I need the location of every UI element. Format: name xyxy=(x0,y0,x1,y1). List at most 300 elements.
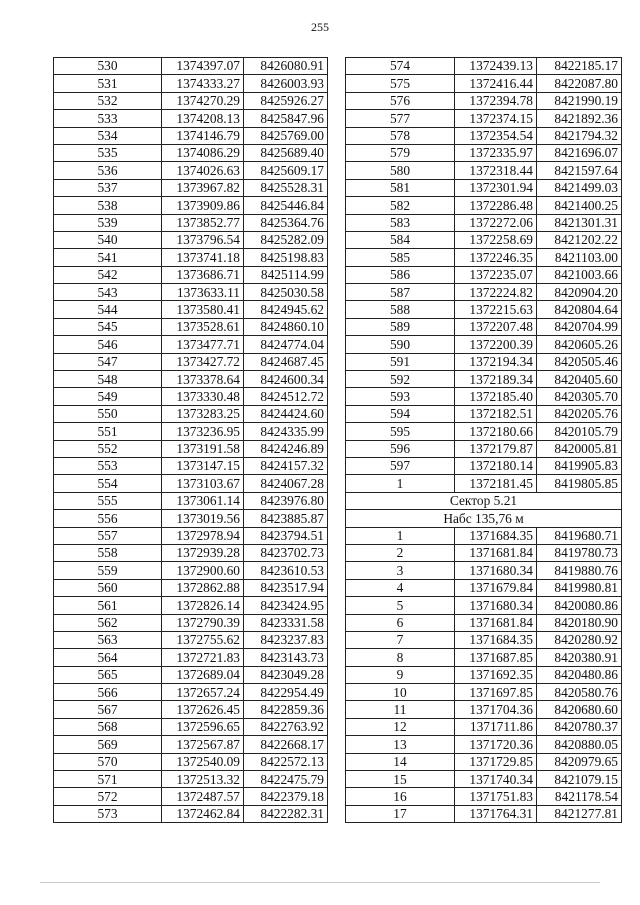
coordinate-y: 8420505.46 xyxy=(537,353,622,370)
coordinate-y: 8421400.25 xyxy=(537,197,622,214)
point-number: 530 xyxy=(54,58,162,75)
point-number: 542 xyxy=(54,266,162,283)
coordinate-x: 1373103.67 xyxy=(162,475,244,492)
coordinate-y: 8425282.09 xyxy=(244,231,328,248)
coordinate-y: 8422572.13 xyxy=(244,753,328,770)
table-row xyxy=(346,544,622,561)
point-number: 10 xyxy=(346,684,455,701)
coordinate-x: 1371711.86 xyxy=(455,718,537,735)
coordinate-x: 1373330.48 xyxy=(162,388,244,405)
point-number: 590 xyxy=(346,336,455,353)
coordinate-x: 1372374.15 xyxy=(455,110,537,127)
point-number: 583 xyxy=(346,214,455,231)
coordinate-x: 1372179.87 xyxy=(455,440,537,457)
point-number: 553 xyxy=(54,457,162,474)
coordinate-x: 1372487.57 xyxy=(162,788,244,805)
point-number: 17 xyxy=(346,805,455,822)
coordinate-x: 1372755.62 xyxy=(162,631,244,648)
table-row xyxy=(346,701,622,718)
coordinate-y: 8423976.80 xyxy=(244,492,328,509)
point-number: 557 xyxy=(54,527,162,544)
coordinate-x: 1372301.94 xyxy=(455,179,537,196)
table-row xyxy=(54,249,328,266)
coordinate-x: 1373427.72 xyxy=(162,353,244,370)
coordinate-x: 1372272.06 xyxy=(455,214,537,231)
point-number: 2 xyxy=(346,544,455,561)
coordinate-y: 8423885.87 xyxy=(244,510,328,527)
table-row xyxy=(54,701,328,718)
coordinate-y: 8420680.60 xyxy=(537,701,622,718)
point-number: 4 xyxy=(346,579,455,596)
table-row xyxy=(54,614,328,631)
point-number: 551 xyxy=(54,423,162,440)
point-number: 1 xyxy=(346,527,455,544)
coordinate-x: 1372394.78 xyxy=(455,92,537,109)
point-number: 9 xyxy=(346,666,455,683)
coordinate-x: 1372194.34 xyxy=(455,353,537,370)
table-row xyxy=(54,371,328,388)
table-row xyxy=(346,127,622,144)
point-number: 562 xyxy=(54,614,162,631)
table-row xyxy=(54,753,328,770)
table-row xyxy=(346,597,622,614)
coordinate-y: 8420880.05 xyxy=(537,736,622,753)
coordinate-x: 1372826.14 xyxy=(162,597,244,614)
table-row xyxy=(346,58,622,75)
coordinate-y: 8420005.81 xyxy=(537,440,622,457)
coordinate-x: 1372180.14 xyxy=(455,457,537,474)
coordinate-x: 1372189.34 xyxy=(455,371,537,388)
coordinate-x: 1374208.13 xyxy=(162,110,244,127)
point-number: 534 xyxy=(54,127,162,144)
table-row xyxy=(54,788,328,805)
point-number: 586 xyxy=(346,266,455,283)
point-number: 537 xyxy=(54,179,162,196)
point-number: 14 xyxy=(346,753,455,770)
coordinate-x: 1373967.82 xyxy=(162,179,244,196)
coordinate-x: 1372978.94 xyxy=(162,527,244,544)
coordinate-x: 1372235.07 xyxy=(455,266,537,283)
table-row xyxy=(54,562,328,579)
coordinate-y: 8422668.17 xyxy=(244,736,328,753)
table-row xyxy=(54,58,328,75)
point-number: 545 xyxy=(54,318,162,335)
coordinate-x: 1371704.36 xyxy=(455,701,537,718)
coordinate-x: 1373909.86 xyxy=(162,197,244,214)
table-row xyxy=(54,162,328,179)
point-number: 556 xyxy=(54,510,162,527)
coordinate-y: 8420780.37 xyxy=(537,718,622,735)
point-number: 577 xyxy=(346,110,455,127)
coordinate-y: 8421892.36 xyxy=(537,110,622,127)
coordinate-x: 1373283.25 xyxy=(162,405,244,422)
coordinate-y: 8424246.89 xyxy=(244,440,328,457)
point-number: 576 xyxy=(346,92,455,109)
point-number: 549 xyxy=(54,388,162,405)
coordinate-x: 1374086.29 xyxy=(162,144,244,161)
coordinates-table-right xyxy=(345,57,622,823)
coordinate-y: 8423237.83 xyxy=(244,631,328,648)
point-number: 550 xyxy=(54,405,162,422)
table-row xyxy=(54,736,328,753)
point-number: 571 xyxy=(54,771,162,788)
point-number: 564 xyxy=(54,649,162,666)
coordinate-y: 8420979.65 xyxy=(537,753,622,770)
coordinate-y: 8424424.60 xyxy=(244,405,328,422)
coordinate-y: 8421301.31 xyxy=(537,214,622,231)
coordinate-y: 8420205.76 xyxy=(537,405,622,422)
point-number: 582 xyxy=(346,197,455,214)
point-number: 575 xyxy=(346,75,455,92)
coordinate-y: 8421499.03 xyxy=(537,179,622,196)
point-number: 539 xyxy=(54,214,162,231)
coordinate-y: 8425364.76 xyxy=(244,214,328,231)
table-row xyxy=(346,388,622,405)
table-row xyxy=(346,92,622,109)
coordinate-y: 8421202.22 xyxy=(537,231,622,248)
coordinate-y: 8421696.07 xyxy=(537,144,622,161)
coordinate-y: 8425030.58 xyxy=(244,284,328,301)
coordinate-y: 8421003.66 xyxy=(537,266,622,283)
table-row xyxy=(54,127,328,144)
coordinate-x: 1372862.88 xyxy=(162,579,244,596)
table-row xyxy=(54,301,328,318)
point-number: 579 xyxy=(346,144,455,161)
coordinate-y: 8420380.91 xyxy=(537,649,622,666)
point-number: 593 xyxy=(346,388,455,405)
coordinate-x: 1373236.95 xyxy=(162,423,244,440)
table-row xyxy=(54,510,328,527)
coordinate-x: 1372513.32 xyxy=(162,771,244,788)
table-row xyxy=(346,579,622,596)
coordinate-x: 1371684.35 xyxy=(455,631,537,648)
point-number: 6 xyxy=(346,614,455,631)
coordinate-y: 8425528.31 xyxy=(244,179,328,196)
coordinate-y: 8421597.64 xyxy=(537,162,622,179)
point-number: 567 xyxy=(54,701,162,718)
table-row xyxy=(54,457,328,474)
table-row xyxy=(346,457,622,474)
table-row xyxy=(346,423,622,440)
table-row xyxy=(346,649,622,666)
coordinate-x: 1373686.71 xyxy=(162,266,244,283)
coordinate-y: 8419680.71 xyxy=(537,527,622,544)
sector-header-row xyxy=(346,492,622,509)
coordinate-x: 1371729.85 xyxy=(455,753,537,770)
coordinate-y: 8421079.15 xyxy=(537,771,622,788)
table-row xyxy=(346,666,622,683)
coordinate-x: 1373147.15 xyxy=(162,457,244,474)
table-row xyxy=(346,736,622,753)
coordinate-x: 1371684.35 xyxy=(455,527,537,544)
coordinate-x: 1372626.45 xyxy=(162,701,244,718)
coordinate-x: 1372200.39 xyxy=(455,336,537,353)
point-number: 13 xyxy=(346,736,455,753)
coordinate-x: 1374397.07 xyxy=(162,58,244,75)
point-number: 568 xyxy=(54,718,162,735)
coordinate-x: 1372462.84 xyxy=(162,805,244,822)
point-number: 569 xyxy=(54,736,162,753)
coordinate-x: 1372258.69 xyxy=(455,231,537,248)
point-number: 541 xyxy=(54,249,162,266)
table-row xyxy=(54,92,328,109)
coordinate-x: 1372185.40 xyxy=(455,388,537,405)
coordinate-y: 8422954.49 xyxy=(244,684,328,701)
point-number: 533 xyxy=(54,110,162,127)
coordinate-y: 8424860.10 xyxy=(244,318,328,335)
point-number: 561 xyxy=(54,597,162,614)
coordinate-x: 1372721.83 xyxy=(162,649,244,666)
sector-subtitle-row xyxy=(346,510,622,527)
table-row xyxy=(346,110,622,127)
coordinate-y: 8420080.86 xyxy=(537,597,622,614)
coordinate-y: 8425609.17 xyxy=(244,162,328,179)
point-number: 594 xyxy=(346,405,455,422)
table-row xyxy=(54,475,328,492)
coordinate-y: 8421103.00 xyxy=(537,249,622,266)
point-number: 554 xyxy=(54,475,162,492)
coordinate-y: 8426080.91 xyxy=(244,58,328,75)
point-number: 563 xyxy=(54,631,162,648)
table-row xyxy=(54,423,328,440)
table-row xyxy=(346,179,622,196)
table-row xyxy=(346,318,622,335)
point-number: 552 xyxy=(54,440,162,457)
coordinate-y: 8423424.95 xyxy=(244,597,328,614)
table-row xyxy=(54,144,328,161)
point-number: 581 xyxy=(346,179,455,196)
coordinate-x: 1371681.84 xyxy=(455,614,537,631)
coordinate-y: 8420804.64 xyxy=(537,301,622,318)
coordinate-y: 8424067.28 xyxy=(244,475,328,492)
coordinate-x: 1373852.77 xyxy=(162,214,244,231)
coordinate-x: 1373019.56 xyxy=(162,510,244,527)
coordinate-x: 1372567.87 xyxy=(162,736,244,753)
table-row xyxy=(54,771,328,788)
coordinate-y: 8424512.72 xyxy=(244,388,328,405)
point-number: 1 xyxy=(346,475,455,492)
coordinate-y: 8420105.79 xyxy=(537,423,622,440)
table-row xyxy=(346,440,622,457)
coordinate-x: 1372689.04 xyxy=(162,666,244,683)
table-row xyxy=(346,718,622,735)
coordinate-y: 8425446.84 xyxy=(244,197,328,214)
point-number: 558 xyxy=(54,544,162,561)
table-row xyxy=(54,179,328,196)
coordinate-y: 8421277.81 xyxy=(537,805,622,822)
coordinate-x: 1371697.85 xyxy=(455,684,537,701)
coordinate-y: 8420580.76 xyxy=(537,684,622,701)
table-row xyxy=(346,753,622,770)
coordinate-y: 8420904.20 xyxy=(537,284,622,301)
page-bottom-rule xyxy=(40,882,600,883)
table-row xyxy=(54,805,328,822)
coordinate-y: 8419880.76 xyxy=(537,562,622,579)
coordinate-x: 1371692.35 xyxy=(455,666,537,683)
table-row xyxy=(346,771,622,788)
table-row xyxy=(346,353,622,370)
table-row xyxy=(54,353,328,370)
point-number: 565 xyxy=(54,666,162,683)
coordinate-x: 1372286.48 xyxy=(455,197,537,214)
coordinate-y: 8420605.26 xyxy=(537,336,622,353)
coordinate-y: 8424774.04 xyxy=(244,336,328,353)
point-number: 570 xyxy=(54,753,162,770)
coordinate-x: 1372224.82 xyxy=(455,284,537,301)
table-row xyxy=(346,631,622,648)
point-number: 555 xyxy=(54,492,162,509)
point-number: 547 xyxy=(54,353,162,370)
coordinate-y: 8423049.28 xyxy=(244,666,328,683)
point-number: 536 xyxy=(54,162,162,179)
table-row xyxy=(346,405,622,422)
coordinate-y: 8422475.79 xyxy=(244,771,328,788)
coordinate-x: 1372354.54 xyxy=(455,127,537,144)
page-number: 255 xyxy=(311,20,329,34)
coordinate-y: 8422282.31 xyxy=(244,805,328,822)
coordinate-x: 1372790.39 xyxy=(162,614,244,631)
coordinate-y: 8423610.53 xyxy=(244,562,328,579)
table-row xyxy=(54,579,328,596)
point-number: 7 xyxy=(346,631,455,648)
coordinate-x: 1372596.65 xyxy=(162,718,244,735)
coordinate-y: 8424157.32 xyxy=(244,457,328,474)
point-number: 595 xyxy=(346,423,455,440)
coordinate-y: 8419780.73 xyxy=(537,544,622,561)
table-row xyxy=(54,266,328,283)
point-number: 596 xyxy=(346,440,455,457)
table-row xyxy=(54,197,328,214)
coordinate-x: 1371680.34 xyxy=(455,562,537,579)
coordinate-x: 1371680.34 xyxy=(455,597,537,614)
point-number: 597 xyxy=(346,457,455,474)
table-row xyxy=(346,614,622,631)
coordinate-y: 8425689.40 xyxy=(244,144,328,161)
point-number: 559 xyxy=(54,562,162,579)
coordinate-x: 1371720.36 xyxy=(455,736,537,753)
table-row xyxy=(346,214,622,231)
point-number: 532 xyxy=(54,92,162,109)
table-row xyxy=(346,266,622,283)
table-row xyxy=(54,284,328,301)
table-row xyxy=(346,301,622,318)
point-number: 5 xyxy=(346,597,455,614)
coordinate-y: 8426003.93 xyxy=(244,75,328,92)
coordinate-x: 1372182.51 xyxy=(455,405,537,422)
coordinate-x: 1373796.54 xyxy=(162,231,244,248)
coordinate-y: 8419905.83 xyxy=(537,457,622,474)
table-row xyxy=(54,631,328,648)
coordinate-x: 1371740.34 xyxy=(455,771,537,788)
coordinate-x: 1374270.29 xyxy=(162,92,244,109)
coordinate-x: 1373378.64 xyxy=(162,371,244,388)
coordinate-y: 8425198.83 xyxy=(244,249,328,266)
coordinate-x: 1372180.66 xyxy=(455,423,537,440)
table-row xyxy=(54,649,328,666)
coordinate-y: 8420305.70 xyxy=(537,388,622,405)
coordinate-x: 1371681.84 xyxy=(455,544,537,561)
table-row xyxy=(346,249,622,266)
coordinate-x: 1373741.18 xyxy=(162,249,244,266)
coordinate-y: 8423517.94 xyxy=(244,579,328,596)
coordinate-y: 8421990.19 xyxy=(537,92,622,109)
table-row xyxy=(54,597,328,614)
point-number: 572 xyxy=(54,788,162,805)
sector-subtitle: Набс 135,76 м xyxy=(346,510,622,527)
coordinate-x: 1373580.41 xyxy=(162,301,244,318)
table-row xyxy=(346,475,622,492)
table-row xyxy=(346,75,622,92)
coordinate-y: 8424945.62 xyxy=(244,301,328,318)
table-row xyxy=(54,75,328,92)
coordinate-y: 8422859.36 xyxy=(244,701,328,718)
table-row xyxy=(54,666,328,683)
coordinate-x: 1372657.24 xyxy=(162,684,244,701)
table-row xyxy=(346,788,622,805)
coordinate-y: 8420180.90 xyxy=(537,614,622,631)
coordinate-y: 8420405.60 xyxy=(537,371,622,388)
point-number: 578 xyxy=(346,127,455,144)
coordinate-x: 1372900.60 xyxy=(162,562,244,579)
table-row xyxy=(346,684,622,701)
coordinate-x: 1374333.27 xyxy=(162,75,244,92)
point-number: 591 xyxy=(346,353,455,370)
table-row xyxy=(54,492,328,509)
coordinate-y: 8424600.34 xyxy=(244,371,328,388)
coordinate-x: 1373061.14 xyxy=(162,492,244,509)
coordinate-x: 1372318.44 xyxy=(455,162,537,179)
coordinate-x: 1371679.84 xyxy=(455,579,537,596)
coordinate-y: 8425114.99 xyxy=(244,266,328,283)
sector-title: Сектор 5.21 xyxy=(346,492,622,509)
point-number: 11 xyxy=(346,701,455,718)
coordinate-y: 8425926.27 xyxy=(244,92,328,109)
table-row xyxy=(54,684,328,701)
point-number: 531 xyxy=(54,75,162,92)
table-row xyxy=(54,336,328,353)
coordinate-y: 8423331.58 xyxy=(244,614,328,631)
point-number: 8 xyxy=(346,649,455,666)
table-row xyxy=(346,336,622,353)
coordinate-x: 1372215.63 xyxy=(455,301,537,318)
coordinate-y: 8423794.51 xyxy=(244,527,328,544)
coordinate-y: 8425847.96 xyxy=(244,110,328,127)
coordinate-x: 1374146.79 xyxy=(162,127,244,144)
table-row xyxy=(346,231,622,248)
point-number: 560 xyxy=(54,579,162,596)
point-number: 544 xyxy=(54,301,162,318)
table-row xyxy=(54,718,328,735)
table-row xyxy=(54,388,328,405)
table-row xyxy=(54,318,328,335)
table-row xyxy=(54,440,328,457)
table-row xyxy=(346,144,622,161)
point-number: 3 xyxy=(346,562,455,579)
coordinate-y: 8424687.45 xyxy=(244,353,328,370)
point-number: 584 xyxy=(346,231,455,248)
coordinate-x: 1371687.85 xyxy=(455,649,537,666)
table-row xyxy=(346,527,622,544)
coordinate-x: 1372540.09 xyxy=(162,753,244,770)
point-number: 592 xyxy=(346,371,455,388)
point-number: 573 xyxy=(54,805,162,822)
point-number: 538 xyxy=(54,197,162,214)
table-row xyxy=(54,405,328,422)
point-number: 543 xyxy=(54,284,162,301)
point-number: 580 xyxy=(346,162,455,179)
table-row xyxy=(346,284,622,301)
table-row xyxy=(346,162,622,179)
